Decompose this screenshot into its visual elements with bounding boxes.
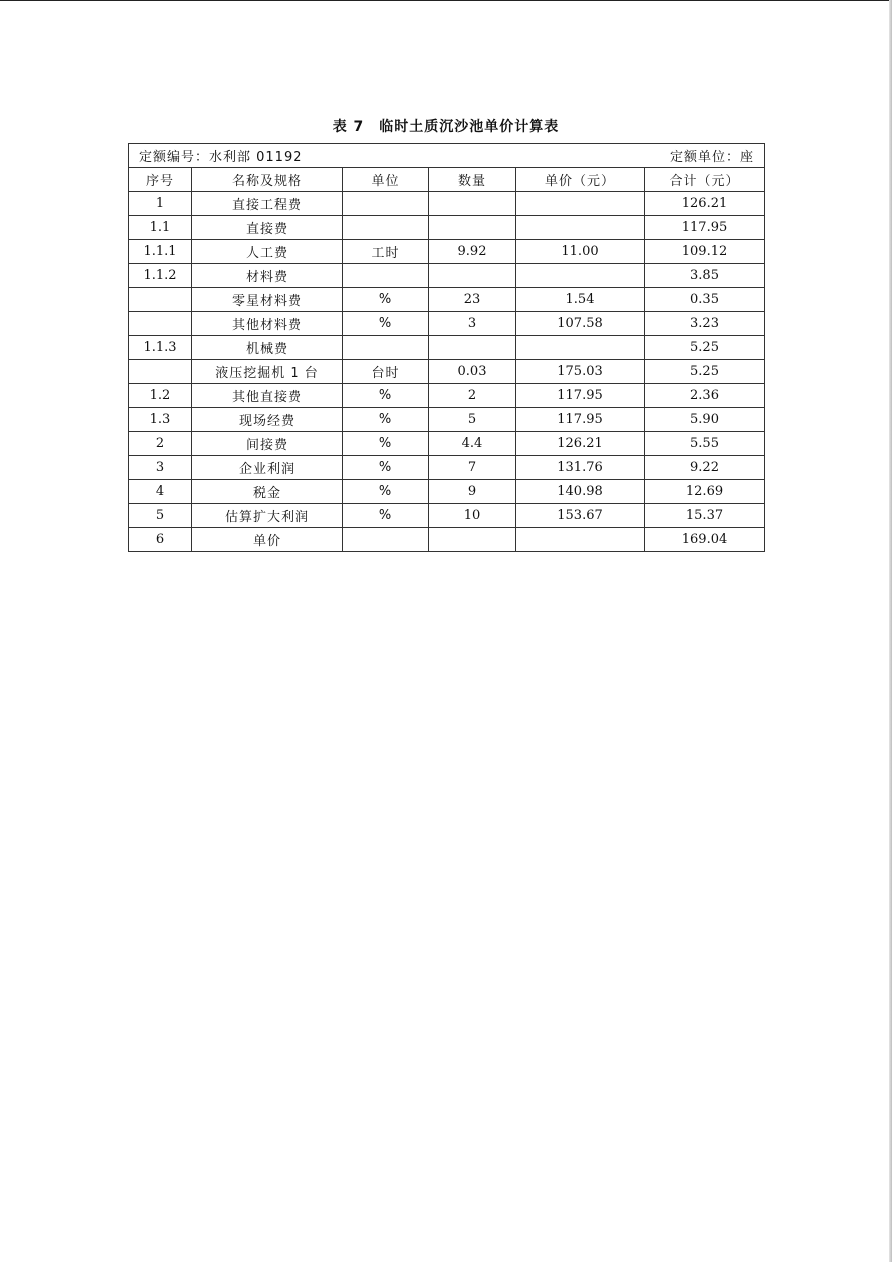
cell-index: 2 <box>129 432 192 456</box>
unit-price-table <box>128 143 765 552</box>
cell-name: 直接工程费 <box>192 192 343 216</box>
cell-quantity: 0.03 <box>429 360 516 384</box>
table-row <box>129 456 765 480</box>
header-name: 名称及规格 <box>192 168 343 192</box>
table-row <box>129 216 765 240</box>
cell-name: 液压挖掘机 1 台 <box>192 360 343 384</box>
quota-meta-row <box>129 144 765 168</box>
header-total: 合计（元） <box>645 168 765 192</box>
cell-unit: % <box>343 288 429 312</box>
cell-unit-price: 153.67 <box>516 504 645 528</box>
cell-index: 1 <box>129 192 192 216</box>
cell-unit-price: 1.54 <box>516 288 645 312</box>
cell-unit <box>343 216 429 240</box>
cell-index: 1.2 <box>129 384 192 408</box>
cell-unit-price <box>516 528 645 552</box>
cell-index: 1.1.3 <box>129 336 192 360</box>
cell-total: 0.35 <box>645 288 765 312</box>
cell-quantity <box>429 192 516 216</box>
cell-unit: % <box>343 384 429 408</box>
table-row <box>129 288 765 312</box>
cell-name: 材料费 <box>192 264 343 288</box>
cell-index: 1.1.1 <box>129 240 192 264</box>
cell-index: 6 <box>129 528 192 552</box>
cell-total: 117.95 <box>645 216 765 240</box>
cell-total: 15.37 <box>645 504 765 528</box>
table-row <box>129 528 765 552</box>
cell-unit-price <box>516 192 645 216</box>
cell-unit-price: 140.98 <box>516 480 645 504</box>
cell-unit-price: 126.21 <box>516 432 645 456</box>
cell-unit-price <box>516 216 645 240</box>
cell-total: 3.85 <box>645 264 765 288</box>
cell-quantity <box>429 336 516 360</box>
cell-total: 5.25 <box>645 336 765 360</box>
cell-total: 2.36 <box>645 384 765 408</box>
cell-name: 零星材料费 <box>192 288 343 312</box>
cell-index <box>129 288 192 312</box>
table-row <box>129 192 765 216</box>
cell-unit-price: 175.03 <box>516 360 645 384</box>
page-top-border <box>0 0 892 1</box>
cell-name: 估算扩大利润 <box>192 504 343 528</box>
header-unit: 单位 <box>343 168 429 192</box>
cell-quantity: 9.92 <box>429 240 516 264</box>
cell-name: 企业利润 <box>192 456 343 480</box>
cell-unit-price: 107.58 <box>516 312 645 336</box>
cell-name: 其他材料费 <box>192 312 343 336</box>
cell-unit <box>343 528 429 552</box>
cell-quantity: 7 <box>429 456 516 480</box>
cell-unit: 台时 <box>343 360 429 384</box>
cell-unit-price: 11.00 <box>516 240 645 264</box>
table-caption: 表 7 临时土质沉沙池单价计算表 <box>332 119 560 135</box>
cell-index <box>129 360 192 384</box>
table-row <box>129 312 765 336</box>
cell-total: 126.21 <box>645 192 765 216</box>
table-header-row <box>129 168 765 192</box>
cell-total: 12.69 <box>645 480 765 504</box>
table-row <box>129 336 765 360</box>
cell-quantity: 23 <box>429 288 516 312</box>
cell-name: 直接费 <box>192 216 343 240</box>
quota-number: 定额编号：水利部 01192 <box>139 150 303 165</box>
table-row <box>129 264 765 288</box>
cell-name: 其他直接费 <box>192 384 343 408</box>
cell-unit: % <box>343 408 429 432</box>
cell-unit <box>343 192 429 216</box>
cell-index: 3 <box>129 456 192 480</box>
cell-index: 5 <box>129 504 192 528</box>
cell-unit: 工时 <box>343 240 429 264</box>
cell-unit: % <box>343 504 429 528</box>
cell-quantity: 3 <box>429 312 516 336</box>
cell-unit-price <box>516 264 645 288</box>
header-index: 序号 <box>129 168 192 192</box>
table-row <box>129 240 765 264</box>
cell-unit-price: 117.95 <box>516 408 645 432</box>
cell-index <box>129 312 192 336</box>
cell-unit: % <box>343 312 429 336</box>
table-row <box>129 360 765 384</box>
cell-total: 3.23 <box>645 312 765 336</box>
cell-name: 现场经费 <box>192 408 343 432</box>
cell-total: 109.12 <box>645 240 765 264</box>
cell-index: 4 <box>129 480 192 504</box>
quota-unit: 定额单位：座 <box>670 150 755 165</box>
table-row <box>129 384 765 408</box>
cell-unit <box>343 336 429 360</box>
table-row <box>129 432 765 456</box>
cell-total: 169.04 <box>645 528 765 552</box>
table-row <box>129 504 765 528</box>
cell-quantity <box>429 216 516 240</box>
cell-unit-price: 131.76 <box>516 456 645 480</box>
cell-index: 1.3 <box>129 408 192 432</box>
cell-total: 5.55 <box>645 432 765 456</box>
cell-name: 税金 <box>192 480 343 504</box>
cell-name: 人工费 <box>192 240 343 264</box>
cell-quantity: 2 <box>429 384 516 408</box>
cell-index: 1.1.2 <box>129 264 192 288</box>
cell-unit: % <box>343 432 429 456</box>
header-unit-price: 单价（元） <box>516 168 645 192</box>
cell-name: 间接费 <box>192 432 343 456</box>
cell-unit: % <box>343 456 429 480</box>
cell-total: 5.90 <box>645 408 765 432</box>
cell-unit: % <box>343 480 429 504</box>
cell-quantity: 10 <box>429 504 516 528</box>
cell-quantity: 4.4 <box>429 432 516 456</box>
cell-name: 机械费 <box>192 336 343 360</box>
cell-name: 单价 <box>192 528 343 552</box>
cell-unit-price <box>516 336 645 360</box>
table-row <box>129 408 765 432</box>
cell-unit-price: 117.95 <box>516 384 645 408</box>
cell-index: 1.1 <box>129 216 192 240</box>
cell-quantity: 5 <box>429 408 516 432</box>
header-quantity: 数量 <box>429 168 516 192</box>
cell-unit <box>343 264 429 288</box>
cell-quantity <box>429 264 516 288</box>
cell-total: 5.25 <box>645 360 765 384</box>
cell-quantity: 9 <box>429 480 516 504</box>
table-row <box>129 480 765 504</box>
cell-total: 9.22 <box>645 456 765 480</box>
cell-quantity <box>429 528 516 552</box>
